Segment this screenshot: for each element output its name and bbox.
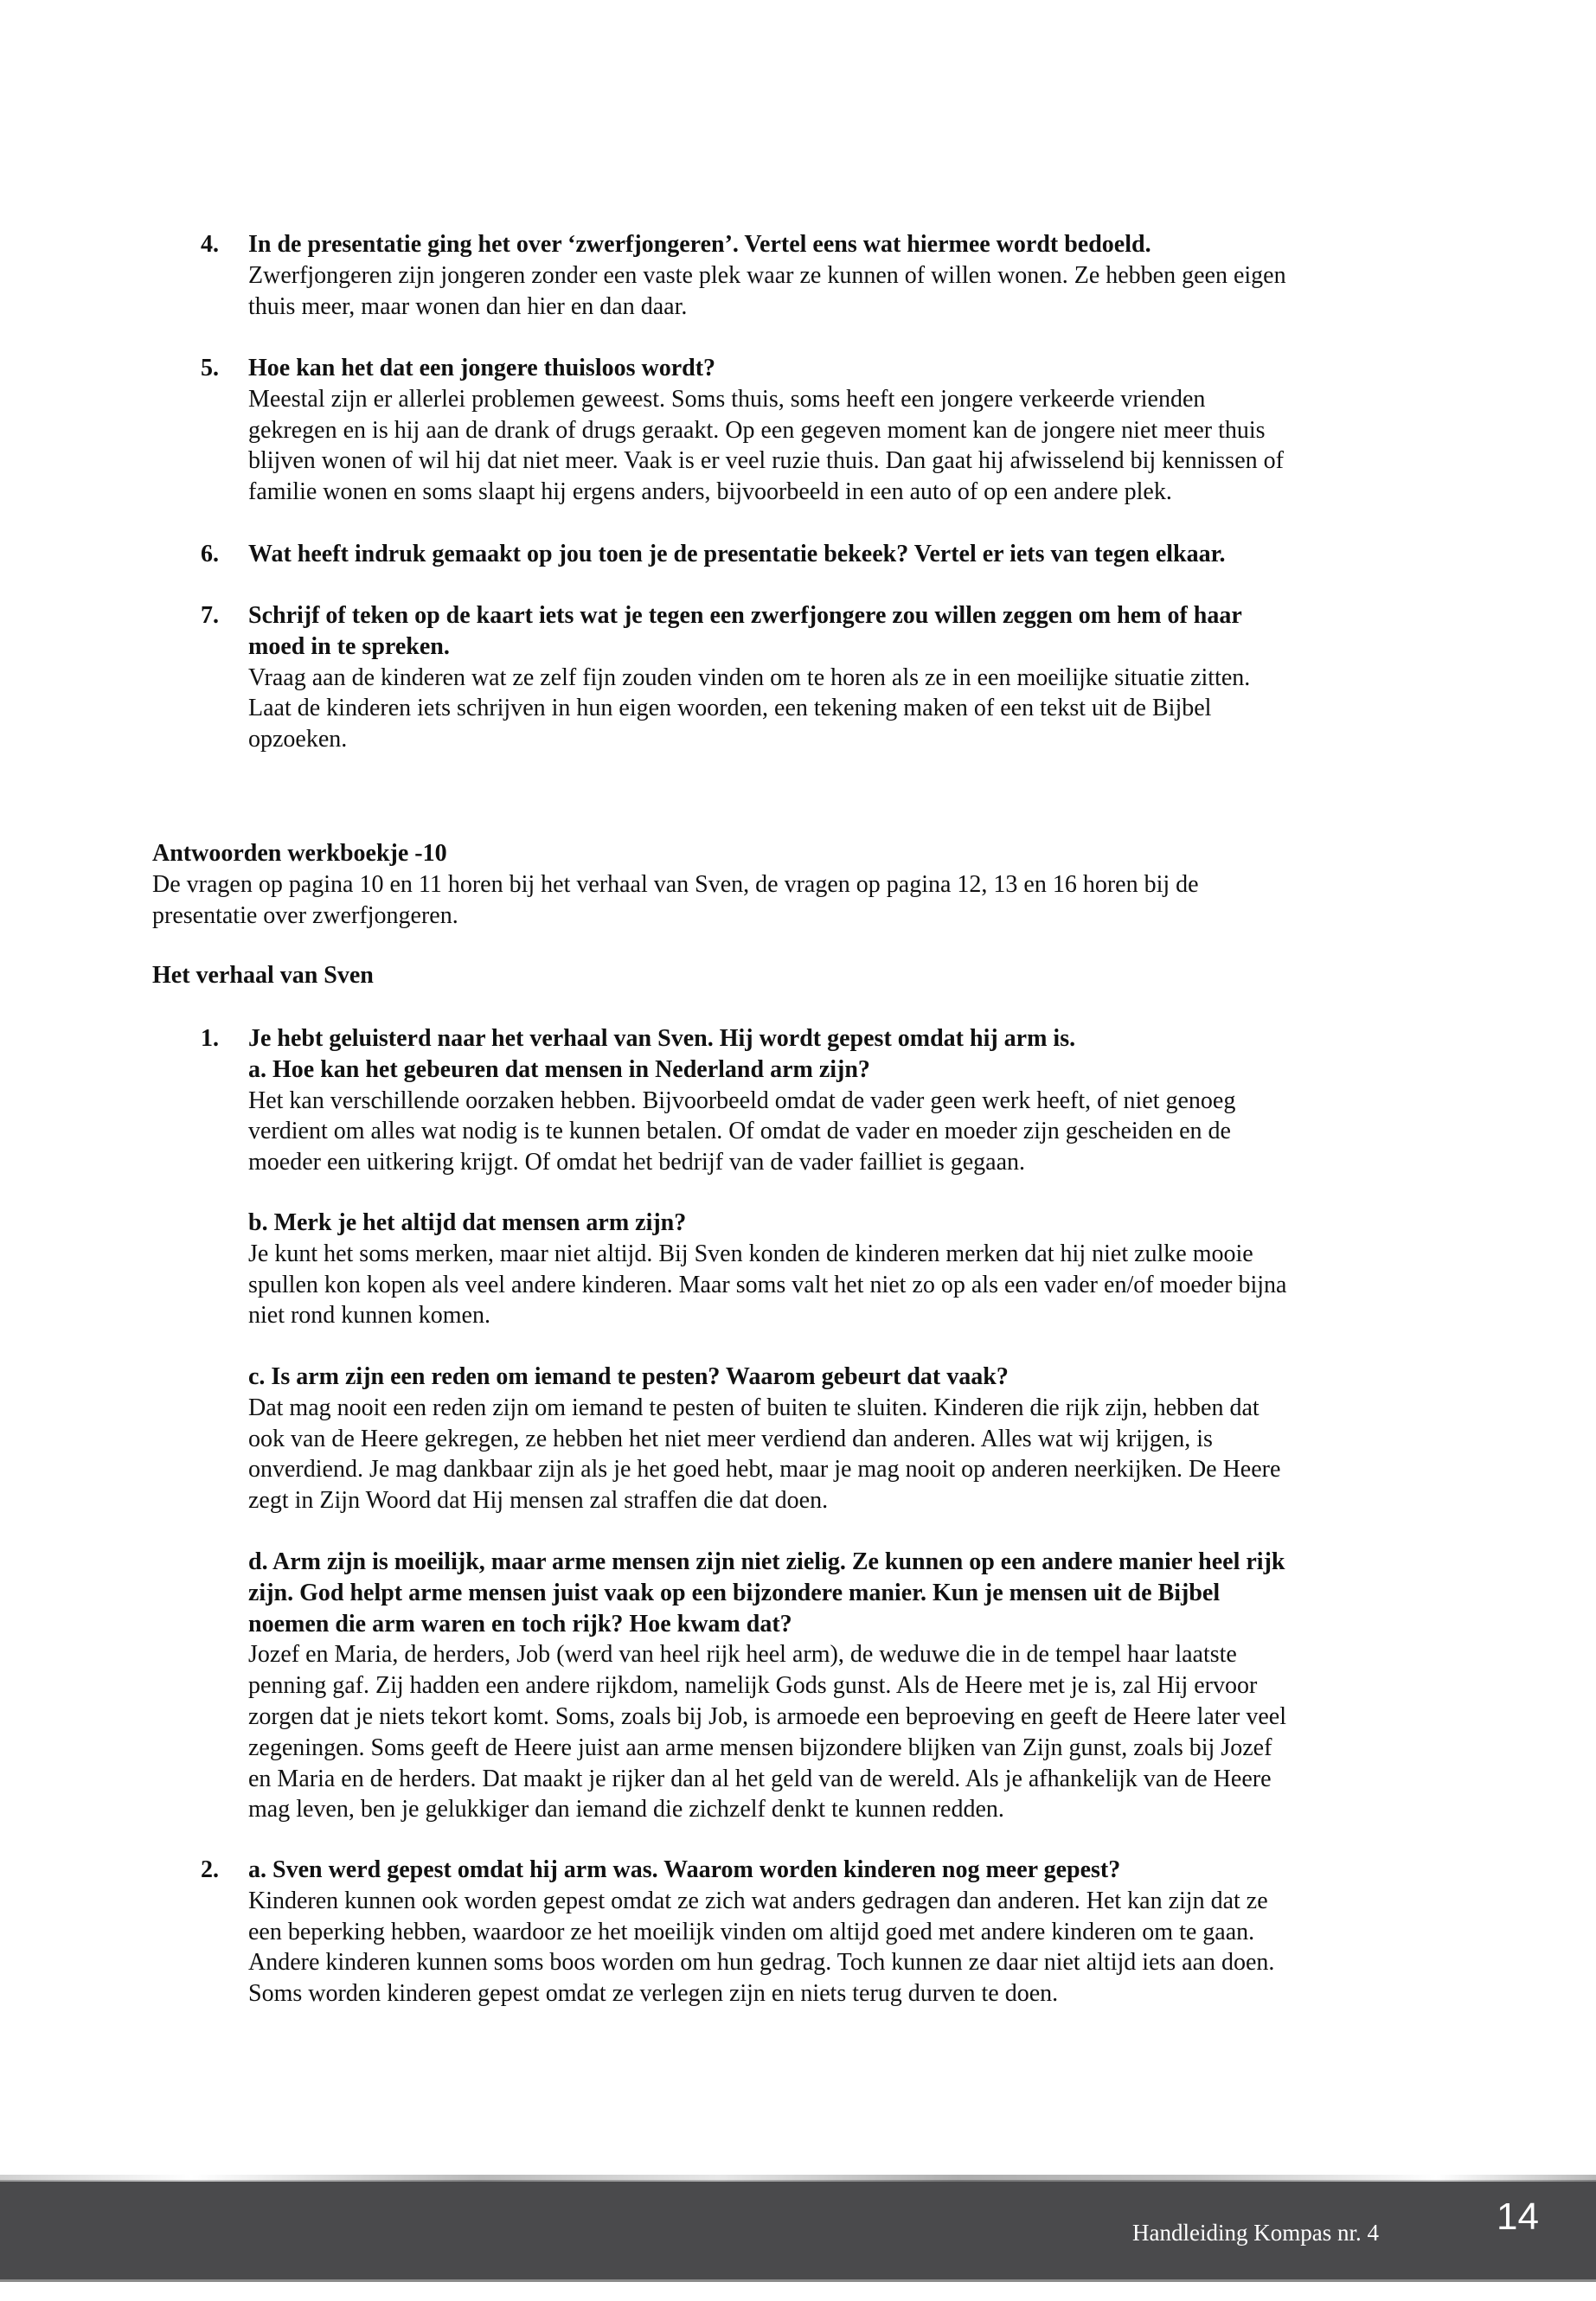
question-5 bbox=[201, 353, 1284, 508]
question-text: b. Merk je het altijd dat mensen arm zijn? bbox=[248, 1209, 687, 1236]
story-heading bbox=[152, 960, 374, 991]
answer-text: blijven wonen of wil hij dat niet meer. Vaak is er veel ruzie thuis. Dan gaat hij afwisselend bij kennissen of bbox=[248, 447, 1284, 475]
footer-title: Handleiding Kompas nr. 4 bbox=[1132, 2220, 1379, 2246]
answer-text: Vraag aan de kinderen wat ze zelf fijn zouden vinden om te horen als ze in een moeilijke situatie zitten. bbox=[248, 663, 1251, 691]
answer-text: een beperking hebben, waardoor ze het moeilijk vinden om altijd goed met andere kinderen om te gaan. bbox=[248, 1918, 1255, 1945]
question-text: Hoe kan het dat een jongere thuisloos wordt? bbox=[248, 355, 716, 381]
question-text: In de presentatie ging het over ‘zwerfjongeren’. Vertel eens wat hiermee wordt bedoeld. bbox=[248, 231, 1151, 258]
item-number: 6. bbox=[201, 541, 219, 567]
question-6 bbox=[201, 539, 1226, 570]
answer-text: Het kan verschillende oorzaken hebben. Bijvoorbeeld omdat de vader geen werk heeft, of niet genoeg bbox=[248, 1086, 1236, 1114]
answer-text: familie wonen en soms slaapt hij ergens anders, bijvoorbeeld in een auto of op een andere plek. bbox=[248, 478, 1172, 506]
answer-text: moeder een uitkering krijgt. Of omdat het bedrijf van de vader failliet is gegaan. bbox=[248, 1149, 1026, 1176]
story-question-1c bbox=[248, 1362, 1280, 1516]
answer-text: Laat de kinderen iets schrijven in hun eigen woorden, een tekening maken of een tekst uit de Bijbel bbox=[248, 695, 1212, 722]
question-text: Schrijf of teken op de kaart iets wat je tegen een zwerfjongere zou willen zeggen om hem of haar bbox=[248, 602, 1242, 629]
story-question-1a bbox=[201, 1023, 1236, 1178]
question-text: Je hebt geluisterd naar het verhaal van Sven. Hij wordt gepest omdat hij arm is. bbox=[248, 1025, 1076, 1052]
question-4 bbox=[201, 229, 1286, 322]
answer-text: spullen kon kopen als veel andere kinderen. Maar soms valt het niet zo op als een vader en/of moeder bijna bbox=[248, 1271, 1287, 1298]
page-footer bbox=[0, 2180, 1596, 2282]
answer-text: Meestal zijn er allerlei problemen geweest. Soms thuis, soms heeft een jongere verkeerde vrienden bbox=[248, 385, 1206, 413]
item-number: 2. bbox=[201, 1856, 219, 1883]
answer-text: ook van de Heere gekregen, ze hebben het niet meer verdiend dan anderen. Alles wat wij krijgen, is bbox=[248, 1425, 1213, 1452]
item-number: 7. bbox=[201, 602, 219, 629]
page-number: 14 bbox=[1497, 2195, 1539, 2238]
answer-text: niet rond kunnen komen. bbox=[248, 1302, 490, 1330]
answer-text: Dat mag nooit een reden zijn om iemand te pesten of buiten te sluiten. Kinderen die rijk zijn, hebben dat bbox=[248, 1394, 1259, 1421]
question-text: c. Is arm zijn een reden om iemand te pesten? Waarom gebeurt dat vaak? bbox=[248, 1363, 1009, 1390]
answer-text: Soms worden kinderen gepest omdat ze verlegen zijn en niets terug durven te doen. bbox=[248, 1980, 1059, 2008]
question-text: zijn. God helpt arme mensen juist vaak op een bijzondere manier. Kun je mensen uit de Bijbel bbox=[248, 1579, 1221, 1606]
answer-text: zegeningen. Soms geeft de Heere juist aan arme mensen bijzondere blijken van Zijn gunst, zoals bij Jozef bbox=[248, 1734, 1272, 1761]
question-text: a. Hoe kan het gebeuren dat mensen in Nederland arm zijn? bbox=[248, 1055, 870, 1083]
answers-section bbox=[152, 838, 1199, 931]
item-number: 4. bbox=[201, 231, 219, 258]
answer-text: opzoeken. bbox=[248, 726, 348, 753]
answer-text: en Maria en de herders. Dat maakt je rijker dan al het geld van de wereld. Als je afhankelijk van de Heere bbox=[248, 1765, 1272, 1792]
item-number: 5. bbox=[201, 355, 219, 381]
question-text: moed in te spreken. bbox=[248, 632, 450, 660]
answer-text: zegt in Zijn Woord dat Hij mensen zal straffen die dat doen. bbox=[248, 1487, 829, 1515]
answer-text: mag leven, ben je gelukkiger dan iemand die zichzelf denkt te kunnen redden. bbox=[248, 1796, 1004, 1823]
story-question-1b bbox=[248, 1208, 1287, 1331]
question-text: a. Sven werd gepest omdat hij arm was. Waarom worden kinderen nog meer gepest? bbox=[248, 1856, 1121, 1883]
answer-text: Zwerfjongeren zijn jongeren zonder een vaste plek waar ze kunnen of willen wonen. Ze hebben geen eigen bbox=[248, 261, 1286, 289]
question-text: noemen die arm waren en toch rijk? Hoe kwam dat? bbox=[248, 1610, 792, 1638]
answer-text: verdient om alles wat nodig is te kunnen betalen. Of omdat de vader en moeder zijn gescheiden en de bbox=[248, 1118, 1231, 1145]
answer-text: Je kunt het soms merken, maar niet altijd. Bij Sven konden de kinderen merken dat hij niet zulke mooie bbox=[248, 1240, 1253, 1267]
answer-text: onverdiend. Je mag dankbaar zijn als je het goed hebt, maar je mag nooit op anderen neerkijken. De Heere bbox=[248, 1456, 1281, 1484]
answer-text: zorgen dat je niets tekort komt. Soms, zoals bij Job, is armoede een beproeving en geeft de Heere later veel bbox=[248, 1702, 1286, 1730]
question-text: Het verhaal van Sven bbox=[152, 962, 374, 989]
question-text: Antwoorden werkboekje -10 bbox=[152, 840, 447, 867]
question-text: d. Arm zijn is moeilijk, maar arme mensen zijn niet zielig. Ze kunnen op een andere manier heel rijk bbox=[248, 1548, 1285, 1575]
question-text: Wat heeft indruk gemaakt op jou toen je de presentatie bekeek? Vertel er iets van tegen elkaar. bbox=[248, 541, 1226, 567]
answer-text: thuis meer, maar wonen dan hier en dan daar. bbox=[248, 292, 688, 320]
answer-text: Kinderen kunnen ook worden gepest omdat ze zich wat anders gedragen dan anderen. Het kan zijn dat ze bbox=[248, 1887, 1268, 1914]
answer-text: penning gaf. Zij hadden een andere rijkdom, namelijk Gods gunst. Als de Heere met je is, zal Hij ervoor bbox=[248, 1672, 1258, 1700]
answer-text: gekregen en is hij aan de drank of drugs geraakt. Op een gegeven moment kan de jongere niet meer thuis bbox=[248, 416, 1266, 444]
story-question-2 bbox=[201, 1855, 1275, 2009]
question-7 bbox=[201, 600, 1251, 755]
answer-text: presentatie over zwerfjongeren. bbox=[152, 901, 458, 929]
answer-text: De vragen op pagina 10 en 11 horen bij het verhaal van Sven, de vragen op pagina 12, 13 en 16 horen bij de bbox=[152, 870, 1199, 898]
answer-text: Andere kinderen kunnen soms boos worden om hun gedrag. Toch kunnen ze daar niet altijd iets aan doen. bbox=[248, 1949, 1275, 1977]
story-question-1d bbox=[248, 1547, 1286, 1825]
item-number: 1. bbox=[201, 1025, 219, 1052]
answer-text: Jozef en Maria, de herders, Job (werd van heel rijk heel arm), de weduwe die in de tempel haar laatste bbox=[248, 1641, 1237, 1669]
